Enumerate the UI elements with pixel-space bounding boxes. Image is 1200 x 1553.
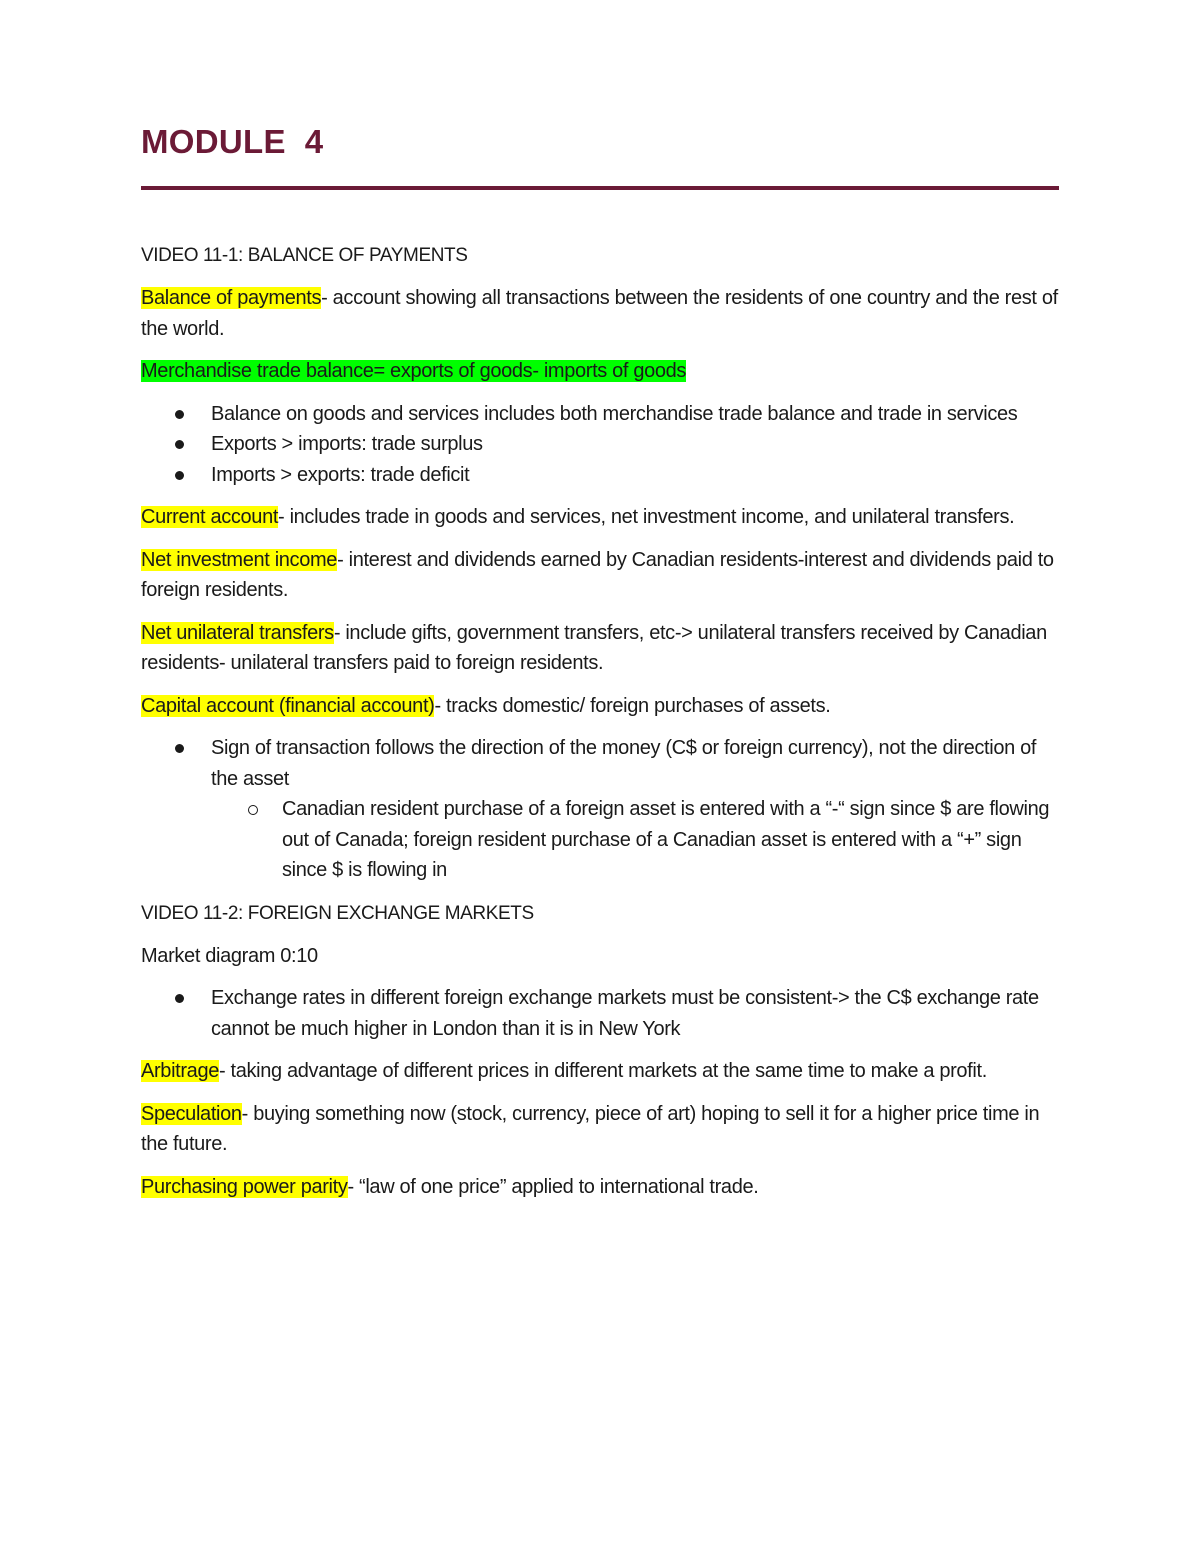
merchandise-trade-balance: [141, 356, 1059, 387]
market-diagram-note: Market diagram 0:10: [141, 944, 318, 967]
definition-text: - taking advantage of different prices in different markets at the same time to make a profit.: [219, 1060, 987, 1082]
bullet-icon: [175, 994, 184, 1003]
list-item-text: Exchange rates in different foreign exchange markets must be consistent-> the C$ exchange rate cannot be much higher in London than it is in New York: [211, 987, 1039, 1040]
list-item: [141, 460, 1059, 491]
sub-list-item-text: Canadian resident purchase of a foreign asset is entered with a “-“ sign since $ are flowing out of Canada; foreign resident purchase of a Canadian asset is entered with a “+” sign since $ is flowing in: [282, 798, 1050, 881]
list-item: [141, 429, 1059, 460]
definition-purchasing-power-parity: [141, 1172, 1059, 1203]
term-arbitrage: Arbitrage: [141, 1060, 220, 1082]
list-item-text: Exports > imports: trade surplus: [211, 433, 483, 455]
term-merchandise-trade-balance: Merchandise trade balance= exports of goods- imports of goods: [141, 360, 687, 382]
bullet-icon: [175, 440, 184, 449]
definition-arbitrage: [141, 1056, 1059, 1087]
list-item-text: Balance on goods and services includes both merchandise trade balance and trade in services: [211, 402, 1018, 425]
list-item: [141, 399, 1059, 430]
definition-net-investment-income: [141, 545, 1059, 606]
document-page: [141, 118, 1059, 1202]
term-net-unilateral-transfers: Net unilateral transfers: [141, 621, 334, 644]
term-balance-of-payments: Balance of payments: [141, 287, 322, 309]
term-capital-account: Capital account (financial account): [141, 694, 435, 717]
definition-text: - “law of one price” applied to international trade.: [347, 1175, 759, 1198]
bullet-icon: [175, 471, 184, 480]
bullet-list-trade: [141, 399, 1059, 491]
bullet-list-exchange: [141, 983, 1059, 1044]
definition-text: - include gifts, government transfers, etc-> unilateral transfers received by Canadian residents- unilateral transfers paid to foreign residents.: [141, 621, 1047, 674]
sub-bullet-list: [141, 794, 1059, 886]
list-item-text: Imports > exports: trade deficit: [211, 463, 470, 486]
definition-speculation: [141, 1099, 1059, 1160]
hollow-bullet-icon: [248, 805, 258, 815]
definition-text: - includes trade in goods and services, net investment income, and unilateral transfers.: [278, 506, 1015, 528]
definition-text: - interest and dividends earned by Canadian residents-interest and dividends paid to foreign residents.: [141, 548, 1054, 601]
term-speculation: Speculation: [141, 1102, 242, 1125]
list-item: [141, 733, 1059, 794]
definition-text: - tracks domestic/ foreign purchases of assets.: [434, 694, 831, 717]
definition-balance-of-payments: [141, 283, 1059, 344]
bullet-list-capital-account: [141, 733, 1059, 794]
bullet-icon: [175, 410, 184, 419]
term-net-investment-income: Net investment income: [141, 548, 338, 571]
definition-capital-account: [141, 691, 1059, 722]
definition-text: - account showing all transactions between the residents of one country and the rest of the world.: [141, 287, 1058, 340]
definition-current-account: [141, 502, 1059, 533]
sub-list-item: [211, 794, 1059, 886]
list-item-text: Sign of transaction follows the direction of the money (C$ or foreign currency), not the direction of the asset: [211, 737, 1037, 790]
definition-text: - buying something now (stock, currency, piece of art) hoping to sell it for a higher price time in the future.: [141, 1102, 1040, 1155]
section-heading-foreign-exchange: VIDEO 11-2: FOREIGN EXCHANGE MARKETS: [141, 902, 534, 924]
bullet-icon: [175, 744, 184, 753]
definition-net-unilateral-transfers: [141, 618, 1059, 679]
section-heading-balance-of-payments: VIDEO 11-1: BALANCE OF PAYMENTS: [141, 245, 468, 266]
page-title: MODULE 4: [141, 123, 324, 160]
list-item: [141, 983, 1059, 1044]
term-purchasing-power-parity: Purchasing power parity: [141, 1175, 348, 1198]
term-current-account: Current account: [141, 506, 279, 528]
